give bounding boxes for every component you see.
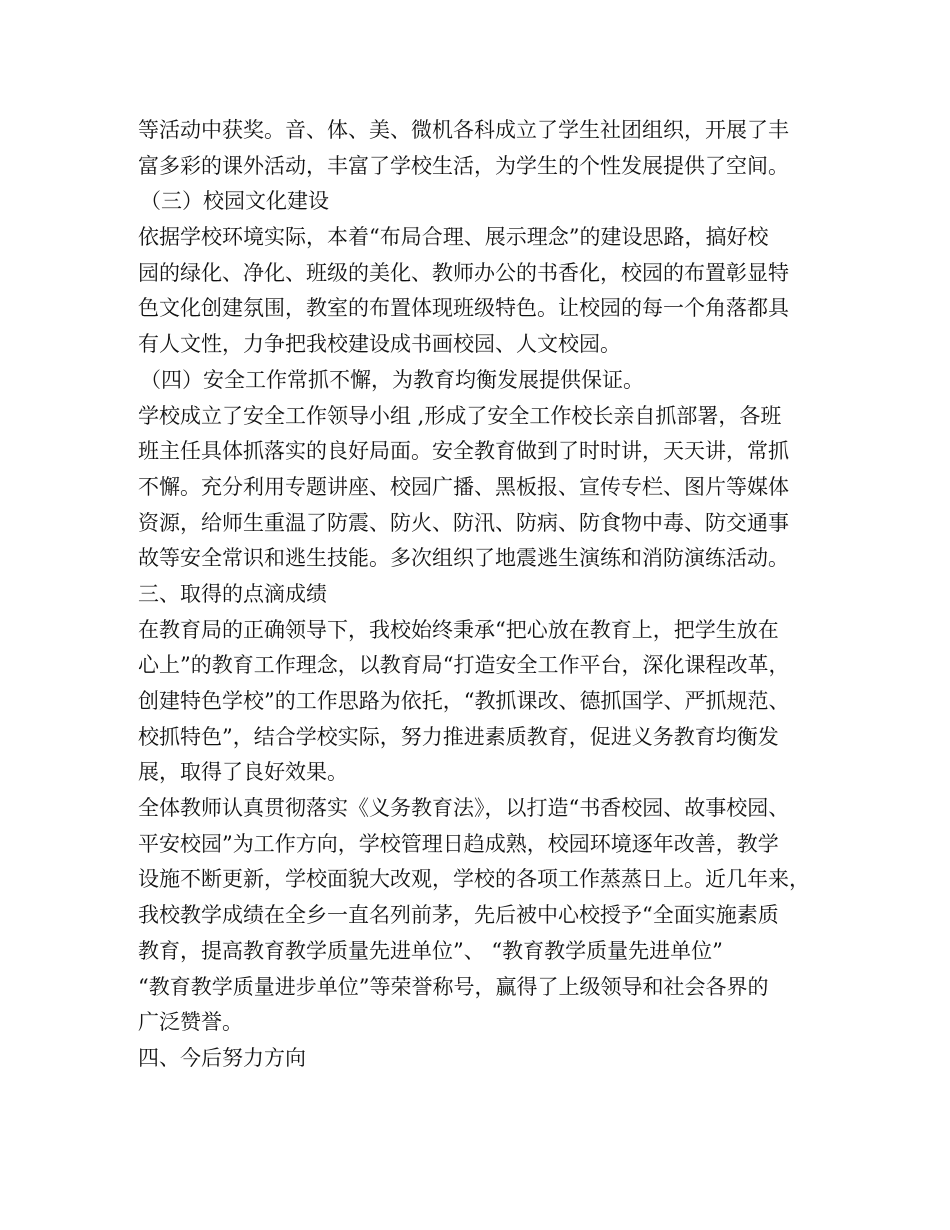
- text-line: 有人文性，力争把我校建设成书画校园、人文校园。: [138, 332, 621, 357]
- section-heading: （三）校园文化建设: [140, 189, 329, 214]
- text-line: 园的绿化、净化、班级的美化、教师办公的书香化，校园的布置彰显特: [138, 260, 789, 285]
- text-line: 班主任具体抓落实的良好局面。安全教育做到了时时讲，天天讲，常抓: [138, 439, 789, 464]
- text-line: 创建特色学校”的工作思路为依托，“教抓课改、德抓国学、严抓规范、: [138, 689, 790, 713]
- text-line: 设施不断更新，学校面貌大改观，学校的各项工作蒸蒸日上。近几年来，: [138, 867, 810, 892]
- text-line: 展，取得了良好效果。: [138, 760, 348, 785]
- text-line: 故等安全常识和逃生技能。多次组织了地震逃生演练和消防演练活动。: [138, 546, 789, 571]
- section-heading: 四、今后努力方向: [138, 1045, 306, 1070]
- text-line: 不懈。充分利用专题讲座、校园广播、黑板报、宣传专栏、图片等媒体: [138, 474, 789, 499]
- text-line: 富多彩的课外活动，丰富了学校生活，为学生的个性发展提供了空间。: [138, 153, 789, 178]
- text-line: 我校教学成绩在全乡一直名列前茅，先后被中心校授予“全面实施素质: [138, 903, 779, 928]
- text-line: 平安校园”为工作方向，学校管理日趋成熟，校园环境逐年改善，教学: [138, 831, 779, 856]
- text-line: 学校成立了安全工作领导小组 ,形成了安全工作校长亲自抓部署，各班: [138, 403, 782, 428]
- document-body: [138, 113, 838, 1077]
- section-heading: （四）安全工作常抓不懈，为教育均衡发展提供保证。: [140, 367, 644, 392]
- text-line: 等活动中获奖。音、体、美、微机各科成立了学生社团组织，开展了丰: [138, 118, 789, 142]
- text-line: 广泛赞誉。: [138, 1010, 243, 1035]
- text-line: 心上”的教育工作理念，以教育局“打造安全工作平台，深化课程改革，: [138, 653, 790, 678]
- text-line: 色文化创建氛围，教室的布置体现班级特色。让校园的每一个角落都具: [138, 296, 789, 321]
- text-line: “教育教学质量进步单位”等荣誉称号，赢得了上级领导和社会各界的: [138, 974, 769, 999]
- text-line: 全体教师认真贯彻落实《义务教育法》，以打造“书香校园、故事校园、: [138, 796, 790, 821]
- text-line: 在教育局的正确领导下，我校始终秉承“把心放在教育上，把学生放在: [138, 617, 779, 642]
- text-line: 依据学校环境实际，本着“布局合理、展示理念”的建设思路，搞好校: [138, 225, 769, 250]
- section-heading: 三、取得的点滴成绩: [138, 581, 327, 606]
- text-line: 教育，提高教育教学质量先进单位”、 “教育教学质量先进单位”: [138, 938, 723, 963]
- text-line: 校抓特色”，结合学校实际，努力推进素质教育，促进义务教育均衡发: [138, 724, 779, 749]
- text-line: 资源，给师生重温了防震、防火、防汛、防病、防食物中毒、防交通事: [138, 510, 789, 535]
